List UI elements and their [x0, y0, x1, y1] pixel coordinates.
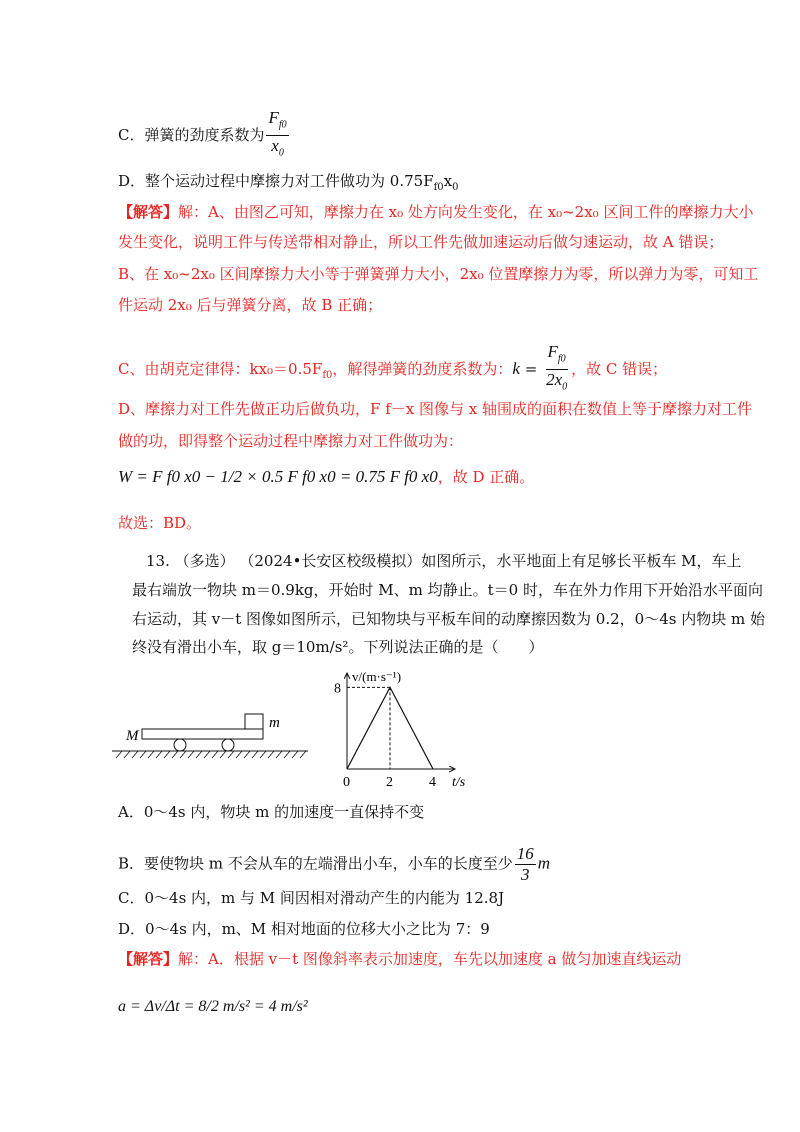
- q13-option-b: B．要使物块 m 不会从车的左端滑出小车，小车的长度至少 $\frac{16}{3}$ m: [118, 844, 551, 884]
- q13-option-d: D．0～4s 内，m、M 相对地面的位移大小之比为 7：9: [118, 920, 490, 938]
- answer-line-1: 【解答】解：A、由图乙可知，摩擦力在 x₀ 处方向发生变化，在 x₀~2x₀ 区间工件的摩擦力大小: [118, 203, 754, 221]
- q13-line-4: 终没有滑出小车，取 g＝10m/s²。下列说法正确的是（ ）: [132, 638, 544, 656]
- wheel-right: [222, 739, 234, 751]
- answer-line-3: B、在 x₀~2x₀ 区间摩擦力大小等于弹簧弹力大小，2x₀ 位置摩擦力为零，所以弹力为零，可知工: [118, 265, 759, 283]
- option-c: C．弹簧的劲度系数为 $\frac{F_{f0}}{x_0}$: [118, 108, 291, 164]
- q13-option-a: A．0～4s 内，物块 m 的加速度一直保持不变: [118, 803, 425, 821]
- x-tick-label: 4: [429, 775, 436, 790]
- block-m: [245, 714, 263, 729]
- length-fraction: $\frac{16}{3}$: [516, 844, 534, 884]
- answer-line-4: 件运动 2x₀ 后与弹簧分离，故 B 正确；: [118, 296, 383, 314]
- x-axis-label: t/s: [452, 775, 466, 790]
- answer-line-2: 发生变化，说明工件与传送带相对静止，所以工件先做加速运动后做匀速运动，故 A 错误；: [118, 233, 724, 251]
- vt-chart: [330, 665, 480, 795]
- option-d: D．整个运动过程中摩擦力对工件做功为 $0.75F_{f0}x_0$: [118, 172, 459, 193]
- ground-hatch: [116, 751, 306, 758]
- answer-choice: 故选：BD。: [118, 514, 202, 532]
- cart-figure: [112, 708, 312, 768]
- cart-plate: [142, 729, 263, 739]
- acceleration-equation: a = Δv/Δt = 8/2 m/s² = 4 m/s²: [118, 998, 308, 1015]
- label-M: M: [126, 728, 139, 744]
- answer-line-7: 做的功，即得整个运动过程中摩擦力对工件做功为：: [118, 432, 464, 450]
- answer2-line-1: 【解答】解：A．根据 v－t 图像斜率表示加速度，车先以加速度 a 做匀加速直线运动: [118, 950, 682, 968]
- work-equation: W = F f0 x0 − 1/2 × 0.5 F f0 x0 = 0.75 F f0 x0，故 D 正确。: [118, 467, 535, 486]
- q13-line-2: 最右端放一物块 m＝0.9kg，开始时 M、m 均静止。t＝0 时，车在外力作用下开始沿水平面向: [132, 581, 763, 599]
- y-tick-label: 8: [334, 681, 341, 697]
- x-tick-label: 2: [386, 775, 393, 790]
- answer-tag: 【解答】: [118, 203, 179, 221]
- answer-line-6: D、摩擦力对工件先做正功后做负功，F f－x 图像与 x 轴围成的面积在数值上等于摩擦力对工件: [118, 400, 752, 418]
- q13-option-c: C．0～4s 内，m 与 M 间因相对滑动产生的内能为 12.8J: [118, 889, 505, 907]
- answer2-tag: 【解答】: [118, 950, 179, 968]
- y-axis-label: v/(m·s⁻¹): [352, 669, 402, 684]
- stiffness-fraction: $\frac{F_{f0}}{x_0}$: [268, 108, 287, 159]
- answer-line-5: C、由胡克定律得：$kx_0=0.5F_{f0}$，解得弹簧的劲度系数为：k = $\frac{F_{f0}}{2x_0}$ ，故 C 错误；: [118, 342, 668, 393]
- q13-line-1: 13. （多选） （2024•长安区校级模拟）如图所示，水平地面上有足够长平板车 M，车上: [146, 552, 742, 570]
- label-m: m: [269, 715, 280, 731]
- q13-line-3: 右运动，其 v－t 图像如图所示，已知物块与平板车间的动摩擦因数为 0.2，0～4s 内物块 m 始: [132, 610, 765, 628]
- x-tick-label: 0: [343, 775, 350, 790]
- wheel-left: [174, 739, 186, 751]
